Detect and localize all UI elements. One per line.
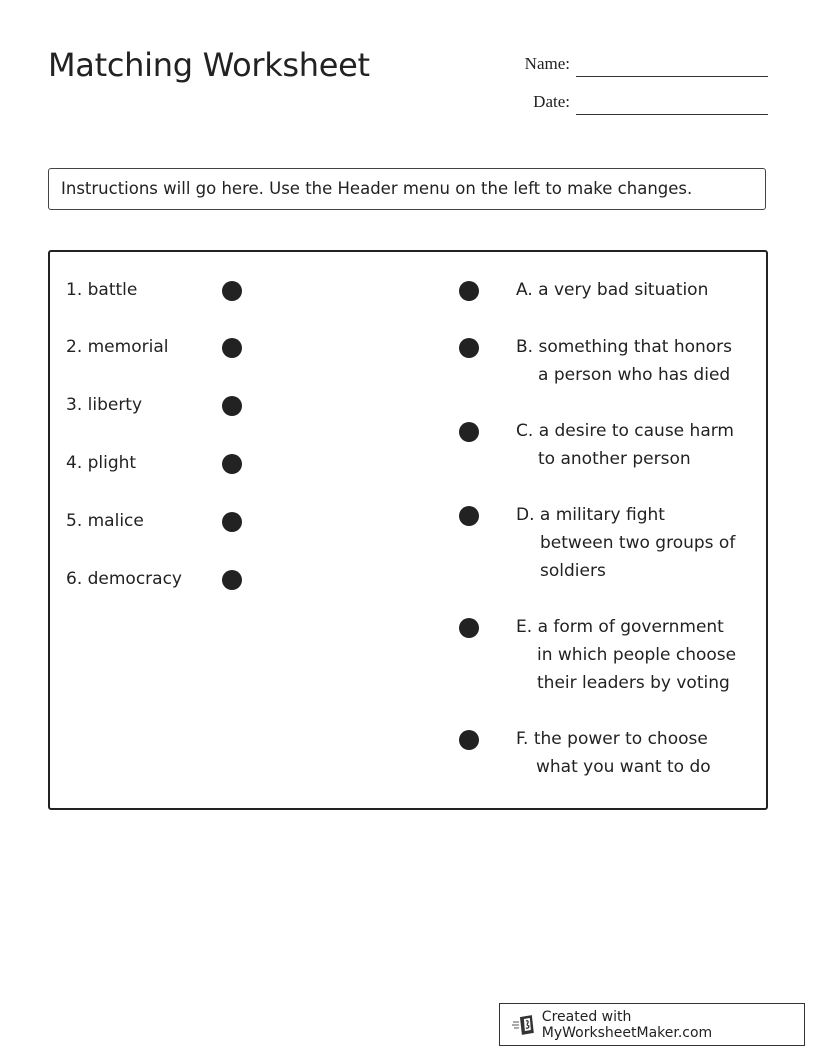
term-item: 1. battle: [66, 280, 138, 300]
term-dot: [222, 281, 242, 301]
term-item: 4. plight: [66, 453, 137, 473]
definition-item: [516, 501, 735, 585]
definition-letter: F.: [516, 729, 529, 749]
footer-text: Created with MyWorksheetMaker.com: [541, 1008, 713, 1041]
definition-item: [516, 725, 711, 781]
footer-credit[interactable]: [499, 1003, 805, 1046]
definition-text: a very bad situation: [538, 280, 709, 300]
definition-text: to another person: [538, 449, 691, 469]
definition-letter: B.: [516, 337, 534, 357]
instructions-box: Instructions will go here. Use the Header menu on the left to make changes.: [48, 168, 766, 210]
definition-dot: [459, 506, 479, 526]
term-dot: [222, 338, 242, 358]
definition-text: a form of government: [537, 617, 724, 637]
date-field-line: [576, 114, 768, 115]
term-dot: [222, 454, 242, 474]
definition-dot: [459, 338, 479, 358]
definition-letter: A.: [516, 280, 533, 300]
definition-letter: E.: [516, 617, 533, 637]
definition-text: in which people choose: [537, 645, 737, 665]
definition-text: a desire to cause harm: [538, 421, 734, 441]
term-item: 3. liberty: [66, 395, 143, 415]
term-dot: [222, 396, 242, 416]
definition-text: a person who has died: [538, 365, 731, 385]
definition-letter: D.: [516, 505, 535, 525]
definition-item: [516, 417, 734, 473]
term-item: 2. memorial: [66, 337, 169, 357]
definition-text: what you want to do: [536, 757, 711, 777]
page-title: Matching Worksheet: [48, 46, 370, 84]
definition-text: a military fight: [539, 505, 665, 525]
definition-item: [516, 333, 732, 389]
worksheet-maker-logo-icon: [512, 1014, 536, 1036]
term-dot: [222, 570, 242, 590]
definition-letter: C.: [516, 421, 534, 441]
definition-item: [516, 613, 736, 697]
definition-item: [516, 276, 708, 304]
name-label: Name:: [524, 54, 570, 73]
definition-text: the power to choose: [533, 729, 708, 749]
term-item: 5. malice: [66, 511, 144, 531]
definition-dot: [459, 730, 479, 750]
date-label: Date:: [533, 92, 570, 111]
name-field-line: [576, 76, 768, 77]
definition-text: between two groups of: [540, 533, 736, 553]
definition-dot: [459, 618, 479, 638]
definition-text: something that honors: [538, 337, 733, 357]
definition-text: soldiers: [540, 561, 606, 581]
term-dot: [222, 512, 242, 532]
definition-dot: [459, 281, 479, 301]
definition-dot: [459, 422, 479, 442]
definition-text: their leaders by voting: [537, 673, 730, 693]
term-item: 6. democracy: [66, 569, 182, 589]
